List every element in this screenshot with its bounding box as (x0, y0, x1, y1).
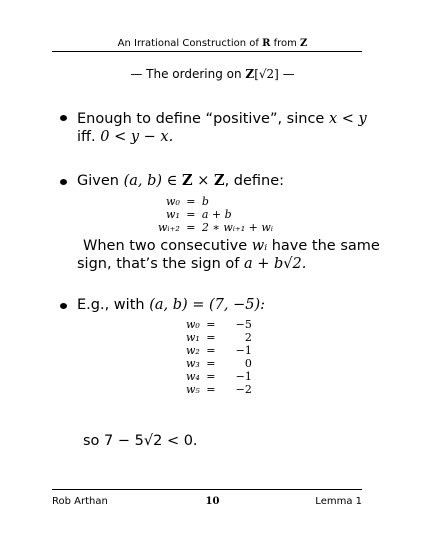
set-z-symbol: Z (300, 38, 308, 49)
equals-sign: = (186, 208, 196, 221)
subtitle-ring: [√2] (254, 67, 279, 81)
bullet-1-line-2 (77, 128, 173, 146)
equation-rhs: 2 (244, 331, 252, 344)
equation-row (186, 318, 252, 331)
running-header (0, 38, 425, 49)
bullet-2-tail: , define: (224, 173, 285, 189)
equation-row (158, 195, 273, 208)
equation-rhs: a + b (201, 208, 232, 221)
equals-sign: = (206, 370, 216, 383)
bullet-1-line-1 (77, 110, 367, 128)
footer-rule (52, 489, 362, 490)
header-rule (52, 51, 362, 52)
equation-row (186, 344, 252, 357)
bullet-1-iff: iff. (77, 129, 96, 145)
equation-row (158, 208, 273, 221)
equation-row (158, 221, 273, 234)
equation-rhs: −1 (235, 344, 252, 357)
equation-lhs: w₂ (186, 344, 200, 357)
para-text: When two consecutive (83, 238, 248, 254)
footer-author: Rob Arthan (52, 496, 108, 507)
equation-lhs: w₁ (166, 208, 180, 221)
equals-sign: = (206, 383, 216, 396)
para-math: a + b√2. (244, 256, 307, 272)
conclusion-text: < 0. (166, 433, 198, 449)
set-z-symbol: Z (213, 172, 225, 189)
para-text: have the same (271, 238, 380, 254)
bullet-3-lead: E.g., with (77, 297, 145, 313)
set-z-symbol: Z (182, 172, 193, 189)
bullet-1-math: x < y (328, 111, 367, 127)
equation-lhs: w₃ (186, 357, 200, 370)
subtitle-text: The ordering on (146, 67, 242, 81)
para-math: wᵢ (251, 238, 268, 254)
equals-sign: = (186, 195, 196, 208)
times-symbol: × (192, 173, 214, 189)
equals-sign: = (206, 318, 216, 331)
example-equations (186, 318, 252, 396)
equation-row (186, 370, 252, 383)
header-from: from (273, 38, 297, 49)
equation-lhs: w₀ (186, 318, 200, 331)
slide-subtitle (0, 67, 425, 81)
footer-label: Lemma 1 (315, 496, 362, 507)
subtitle-dash-left: — (130, 67, 143, 81)
conclusion-line (83, 432, 198, 450)
bullet-2-line-1 (77, 172, 284, 190)
bullet-2-pair: (a, b) ∈ (123, 173, 182, 189)
bullet-2-para-line-2 (77, 255, 306, 273)
bullet-marker (60, 303, 67, 309)
equals-sign: = (206, 331, 216, 344)
bullet-marker (60, 179, 67, 185)
set-r-symbol: R (262, 38, 271, 49)
equation-lhs: w₁ (186, 331, 200, 344)
equation-lhs: w₀ (166, 195, 180, 208)
bullet-3-math: (a, b) = (7, −5): (149, 297, 266, 313)
equation-lhs: w₄ (186, 370, 200, 383)
equation-row (186, 331, 252, 344)
bullet-marker (60, 115, 67, 121)
subtitle-dash-right: — (282, 67, 295, 81)
equation-rhs: −1 (235, 370, 252, 383)
recurrence-equations (158, 195, 273, 234)
bullet-2-lead: Given (77, 173, 119, 189)
equals-sign: = (206, 357, 216, 370)
subtitle-set: Z (245, 67, 255, 81)
equals-sign: = (206, 344, 216, 357)
equation-rhs: 0 (244, 357, 252, 370)
equation-lhs: wᵢ₊₂ (158, 221, 180, 234)
equation-row (186, 357, 252, 370)
equation-lhs: w₅ (186, 383, 200, 396)
footer-page-number: 10 (205, 496, 220, 507)
equation-rhs: −2 (235, 383, 252, 396)
bullet-2-para-line-1 (83, 237, 380, 255)
equation-rhs: −5 (235, 318, 252, 331)
header-title: An Irrational Construction of (117, 38, 259, 49)
bullet-1-inequality: 0 < y − x. (100, 129, 174, 145)
bullet-1-text: Enough to define “positive”, since (77, 111, 325, 127)
bullet-3-line-1 (77, 296, 265, 314)
equals-sign: = (186, 221, 196, 234)
para-text: sign, that’s the sign of (77, 256, 240, 272)
equation-rhs: 2 ∗ wᵢ₊₁ + wᵢ (201, 221, 274, 234)
conclusion-text: so 7 − 5 (83, 433, 144, 449)
conclusion-root: √2 (143, 433, 163, 449)
equation-rhs: b (201, 195, 209, 208)
equation-row (186, 383, 252, 396)
